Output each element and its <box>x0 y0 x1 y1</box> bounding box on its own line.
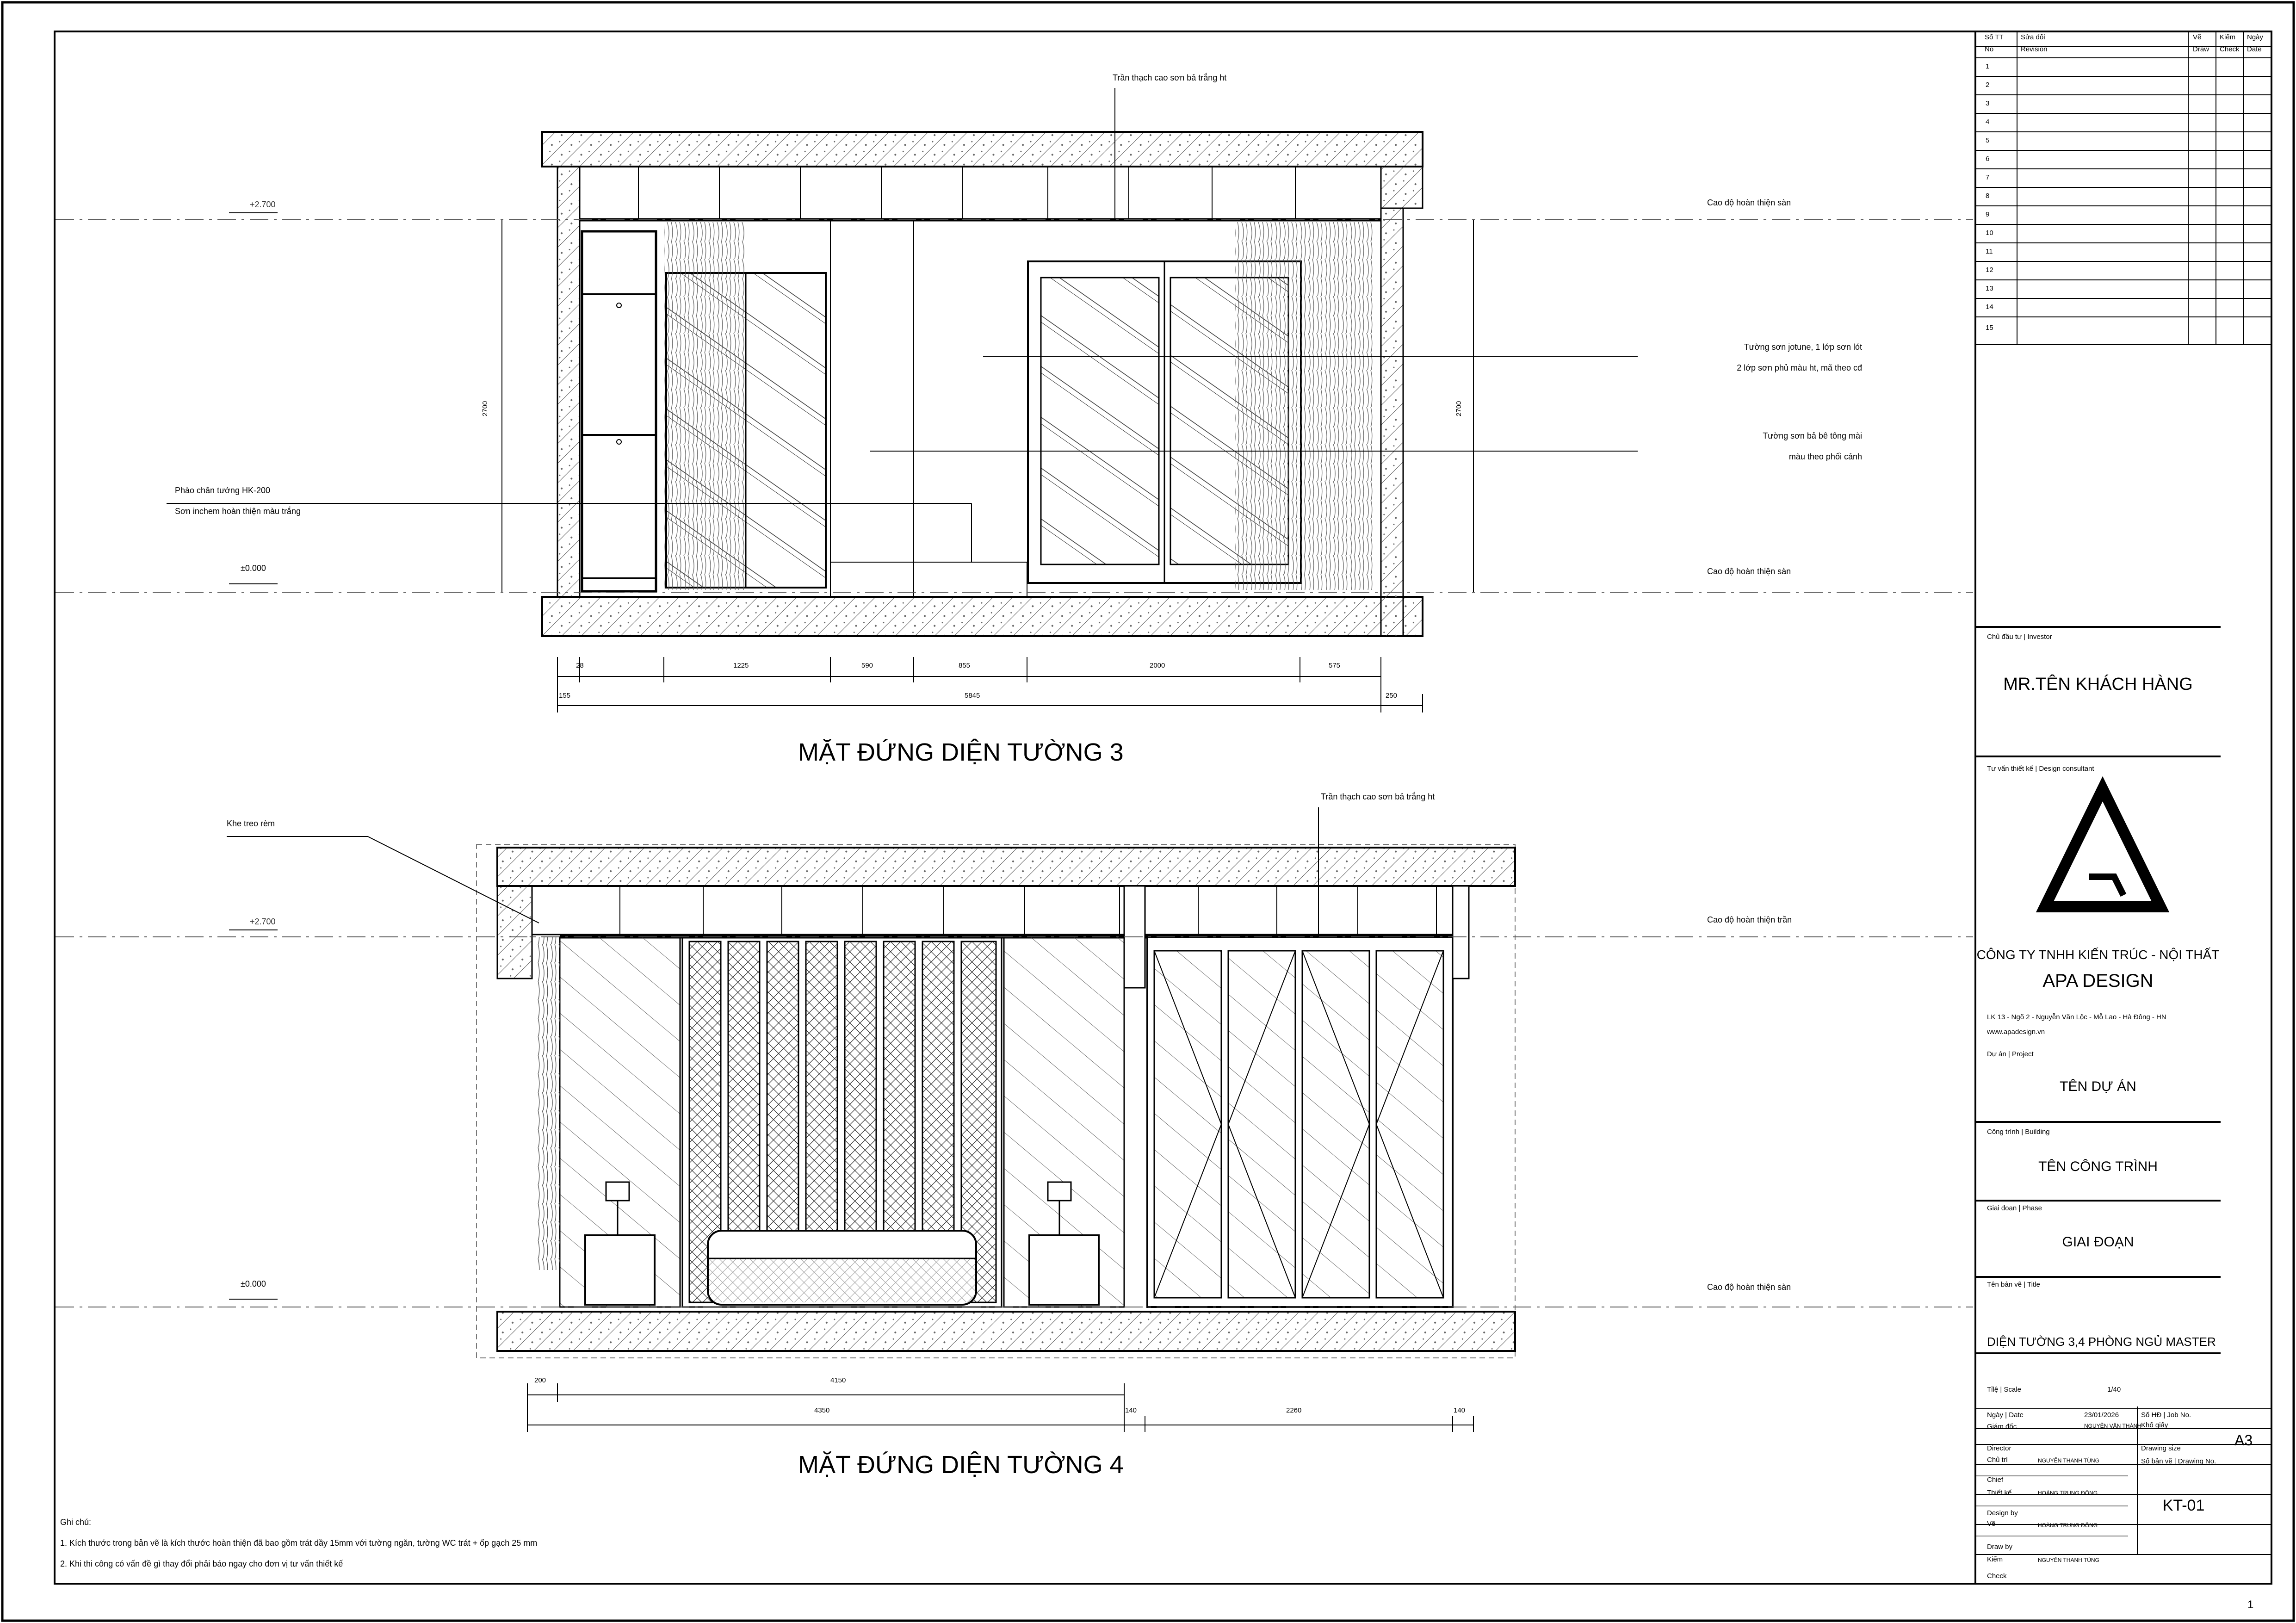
left-wall <box>557 167 580 597</box>
draw-label: Vẽ <box>1987 1520 1996 1528</box>
e3-wall-note-2a: Tường sơn bả bê tông mài <box>1763 431 1862 440</box>
rev-header-no-en: No <box>1985 45 1994 53</box>
drawing-no: KT-01 <box>2162 1497 2205 1514</box>
e3-dim-250: 250 <box>1386 692 1398 700</box>
rev-row-no: 11 <box>1986 248 1993 255</box>
title-block <box>1975 31 2271 1555</box>
rev-row-no: 10 <box>1986 229 1993 237</box>
rev-header-rev: Sửa đổi <box>2021 33 2045 41</box>
check-label: Kiểm <box>1987 1555 2003 1563</box>
director-name: NGUYỄN VĂN THÀNH <box>2084 1423 2141 1429</box>
ceiling-panel <box>580 167 1381 220</box>
rev-row-no: 2 <box>1986 81 1990 89</box>
page-number: 1 <box>2247 1598 2254 1611</box>
e3-dim-155: 155 <box>559 692 571 700</box>
e3-dim-2000: 2000 <box>1150 662 1165 669</box>
size-label-en: Drawing size <box>2141 1444 2181 1452</box>
size-label: Khổ giấy <box>2141 1421 2168 1429</box>
notes-line-1: 1. Kích thước trong bản vẽ là kích thước hoàn thiện đã bao gồm trát dầy 15mm với tường ngăn, tường WC trát + ốp gạch 25 mm <box>60 1538 538 1548</box>
size-value: A3 <box>2234 1432 2253 1449</box>
e3-wall-note-2b: màu theo phối cảnh <box>1789 452 1862 461</box>
chief-label-en: Chief <box>1987 1476 2004 1484</box>
director-label-en: Director <box>1987 1444 2011 1452</box>
date-value: 23/01/2026 <box>2084 1411 2119 1419</box>
lamp-left <box>606 1182 629 1201</box>
nightstand-right <box>1029 1235 1099 1305</box>
building-name: TÊN CÔNG TRÌNH <box>2038 1159 2158 1174</box>
notes-line-2: 2. Khi thi công có vấn đề gì thay đổi phải báo ngay cho đơn vị tư vấn thiết kế <box>60 1559 343 1568</box>
tall-cabinet <box>582 231 656 591</box>
investor-name: MR.TÊN KHÁCH HÀNG <box>2003 675 2193 694</box>
investor-label: Chủ đầu tư | Investor <box>1987 633 2052 641</box>
elevation-wall-4 <box>56 807 1973 1432</box>
consultant-label: Tư vấn thiết kế | Design consultant <box>1987 765 2094 773</box>
drawer-name: HOÀNG TRUNG ĐÔNG <box>2038 1522 2098 1529</box>
e4-level-note-bottom: Cao độ hoàn thiện sàn <box>1707 1282 1791 1292</box>
scale-value: 1/40 <box>2107 1386 2121 1394</box>
e3-title: MẶT ĐỨNG DIỆN TƯỜNG 3 <box>798 738 1124 766</box>
title-label: Tên bản vẽ | Title <box>1987 1281 2040 1288</box>
design-label: Thiết kế <box>1987 1489 2012 1497</box>
rev-row-no: 1 <box>1986 62 1990 70</box>
e3-skirting-note-a: Phào chân tướng HK-200 <box>175 486 270 495</box>
e3-level-bottom: ±0.000 <box>241 564 266 573</box>
elevation-wall-3 <box>56 88 1973 712</box>
e3-height-dim-left: 2700 <box>481 401 489 416</box>
curtain-pocket <box>497 886 532 979</box>
building-label: Công trình | Building <box>1987 1128 2050 1136</box>
company-line-1: CÔNG TY TNHH KIẾN TRÚC - NỘI THẤT <box>1976 948 2220 962</box>
e3-dim-855: 855 <box>959 662 971 669</box>
scale-label: Tỉlệ | Scale <box>1987 1386 2021 1394</box>
e3-dim-590: 590 <box>861 662 873 669</box>
drawing-no-label: Số bản vẽ | Drawing No. <box>2141 1457 2216 1465</box>
e4-level-top: +2.700 <box>250 917 276 926</box>
e3-dim-5845: 5845 <box>965 692 980 700</box>
e3-wall-note-1b: 2 lớp sơn phủ màu ht, mã theo cđ <box>1737 363 1862 372</box>
notes-heading: Ghi chú: <box>60 1518 92 1527</box>
e3-level-top: +2.700 <box>250 200 276 209</box>
outer-border <box>2 2 2294 1621</box>
checker-name: NGUYỄN THANH TÙNG <box>2038 1557 2099 1563</box>
rev-row-no: 3 <box>1986 99 1990 107</box>
e4-dim-4150: 4150 <box>830 1376 846 1384</box>
rev-header-date-en: Date <box>2247 45 2262 53</box>
floor-slab <box>542 597 1423 636</box>
rev-row-no: 7 <box>1986 173 1990 181</box>
right-wall <box>1381 208 1403 636</box>
e3-dim-28: 28 <box>576 662 584 669</box>
chief-name: NGUYỄN THANH TÙNG <box>2038 1457 2099 1464</box>
e4-title: MẶT ĐỨNG DIỆN TƯỜNG 4 <box>798 1451 1124 1479</box>
company-line-2: APA DESIGN <box>2042 971 2154 991</box>
e4-dim-140-a: 140 <box>1125 1406 1137 1414</box>
designer-name: HOÀNG TRUNG ĐÔNG <box>2038 1490 2098 1496</box>
rev-row-no: 13 <box>1986 285 1993 292</box>
design-label-en: Design by <box>1987 1509 2018 1517</box>
rev-row-no: 14 <box>1986 303 1993 311</box>
ceiling-slab <box>497 848 1515 886</box>
rev-header-check-en: Check <box>2220 45 2240 53</box>
e4-dim-140-b: 140 <box>1454 1406 1466 1414</box>
apa-logo <box>2045 789 2160 907</box>
director-label: Giám đốc <box>1987 1423 2017 1431</box>
chief-label: Chủ trì <box>1987 1456 2008 1464</box>
e4-curtain-note: Khe treo rèm <box>227 819 275 828</box>
e4-level-bottom: ±0.000 <box>241 1279 266 1288</box>
job-label: Số HĐ | Job No. <box>2141 1411 2191 1419</box>
rev-header-draw: Vẽ <box>2193 33 2202 41</box>
nightstand-left <box>585 1235 655 1305</box>
company-address: LK 13 - Ngõ 2 - Nguyễn Văn Lộc - Mỗ Lao - Hà Đông - HN <box>1987 1013 2166 1021</box>
e3-height-dim-right: 2700 <box>1455 401 1463 416</box>
curtain <box>537 937 560 1270</box>
rev-header-rev-en: Revision <box>2021 45 2048 53</box>
date-label: Ngày | Date <box>1987 1411 2024 1419</box>
e4-dim-200: 200 <box>534 1376 546 1384</box>
e4-dim-2260: 2260 <box>1286 1406 1302 1414</box>
rev-row-no: 8 <box>1986 192 1990 200</box>
skirting <box>914 562 1027 597</box>
floor-slab <box>497 1312 1515 1351</box>
rev-row-no: 6 <box>1986 155 1990 163</box>
check-label-en: Check <box>1987 1572 2007 1580</box>
project-label: Dự án | Project <box>1987 1050 2034 1058</box>
e3-dim-575: 575 <box>1329 662 1341 669</box>
ceiling-slab <box>542 132 1423 167</box>
rev-row-no: 12 <box>1986 266 1993 274</box>
e3-level-note-top: Cao độ hoàn thiện sàn <box>1707 198 1791 207</box>
e4-dim-4350: 4350 <box>814 1406 830 1414</box>
rev-header-date: Ngày <box>2247 33 2264 41</box>
e3-ceiling-note: Trần thạch cao sơn bả trắng ht <box>1113 73 1227 82</box>
right-beam <box>1381 167 1423 208</box>
drawing-title: DIỆN TƯỜNG 3,4 PHÒNG NGỦ MASTER <box>1987 1335 2216 1349</box>
e4-ceiling-note: Trần thạch cao sơn bả trắng ht <box>1321 792 1435 801</box>
e4-level-note-top: Cao độ hoàn thiện trần <box>1707 915 1792 924</box>
e3-wall-note-1a: Tường sơn jotune, 1 lớp sơn lót <box>1744 342 1862 352</box>
project-name: TÊN DỰ ÁN <box>2060 1079 2136 1094</box>
e3-level-note-bottom: Cao độ hoàn thiện sàn <box>1707 567 1791 576</box>
lamp-right <box>1048 1182 1071 1201</box>
draw-label-en: Draw by <box>1987 1543 2013 1551</box>
e3-dim-1225: 1225 <box>733 662 749 669</box>
wall-panel <box>830 220 914 562</box>
e3-skirting-note-b: Sơn inchem hoàn thiện màu trắng <box>175 507 301 516</box>
phase-label: Giai đoạn | Phase <box>1987 1204 2042 1212</box>
company-website: www.apadesign.vn <box>1987 1028 2045 1036</box>
rev-header-no: Số TT <box>1985 33 2004 41</box>
rev-row-no: 4 <box>1986 118 1990 126</box>
phase-name: GIAI ĐOẠN <box>2062 1234 2134 1250</box>
rev-row-no: 9 <box>1986 211 1990 218</box>
rev-row-no: 5 <box>1986 136 1990 144</box>
rev-header-check: Kiểm <box>2220 33 2236 41</box>
right-curtain <box>1235 222 1374 590</box>
left-curtain <box>664 222 745 590</box>
rev-row-no: 15 <box>1986 324 1993 332</box>
rev-header-draw-en: Draw <box>2193 45 2209 53</box>
